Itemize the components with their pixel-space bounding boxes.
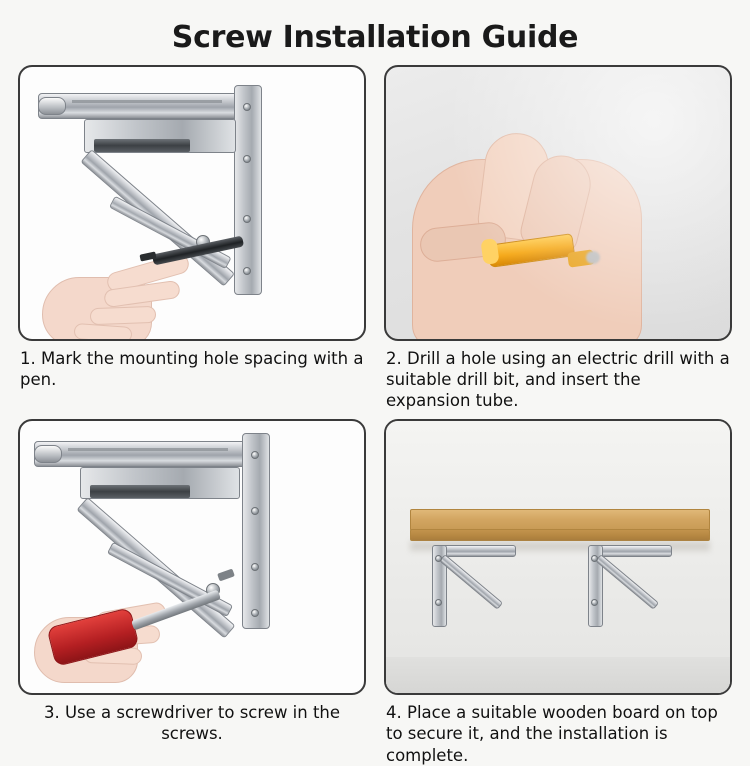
wooden-board-top xyxy=(410,509,710,531)
ring-finger xyxy=(90,306,157,325)
bracket-top-arm xyxy=(34,441,249,467)
bracket-left-arm xyxy=(438,545,516,557)
step-4-caption: 4. Place a suitable wooden board on top to secure it, and the installation is complete. xyxy=(386,703,718,765)
bracket-illustration-1 xyxy=(20,67,364,339)
step-3 xyxy=(18,419,366,765)
bracket-arm-cap xyxy=(34,445,62,463)
step-1 xyxy=(18,65,366,411)
bracket-right-arm xyxy=(594,545,672,557)
step-1-image xyxy=(18,65,366,341)
bolt-icon xyxy=(243,155,251,163)
step-2-image xyxy=(384,65,732,341)
step-4-image xyxy=(384,419,732,695)
bolt-icon xyxy=(243,215,251,223)
bracket-arm-groove xyxy=(68,448,228,451)
screwdriver-tip xyxy=(217,569,235,582)
step-1-caption: 1. Mark the mounting hole spacing with a pen. xyxy=(20,349,364,390)
page-title: Screw Installation Guide xyxy=(171,20,579,55)
bolt-icon xyxy=(243,103,251,111)
bracket-wall-plate xyxy=(242,433,270,629)
bracket-latch xyxy=(90,485,190,498)
bracket-arm-groove xyxy=(72,100,222,103)
step-2-caption: 2. Drill a hole using an electric drill with a suitable drill bit, and insert the expansion tube. xyxy=(386,349,730,411)
bolt-icon xyxy=(243,267,251,275)
steps-grid xyxy=(18,65,732,766)
bracket-latch xyxy=(94,139,190,152)
step-3-caption: 3. Use a screwdriver to screw in the screws. xyxy=(43,703,341,744)
wall-highlight xyxy=(386,67,730,339)
bracket-illustration-3 xyxy=(20,421,364,693)
step-4 xyxy=(384,419,732,765)
bracket-top-arm xyxy=(38,93,243,119)
step-3-image xyxy=(18,419,366,695)
floor-strip xyxy=(386,657,730,693)
wooden-board-edge xyxy=(410,529,710,541)
bracket-wall-plate xyxy=(234,85,262,295)
little-finger xyxy=(74,323,133,341)
bracket-arm-cap xyxy=(38,97,66,115)
step-2 xyxy=(384,65,732,411)
